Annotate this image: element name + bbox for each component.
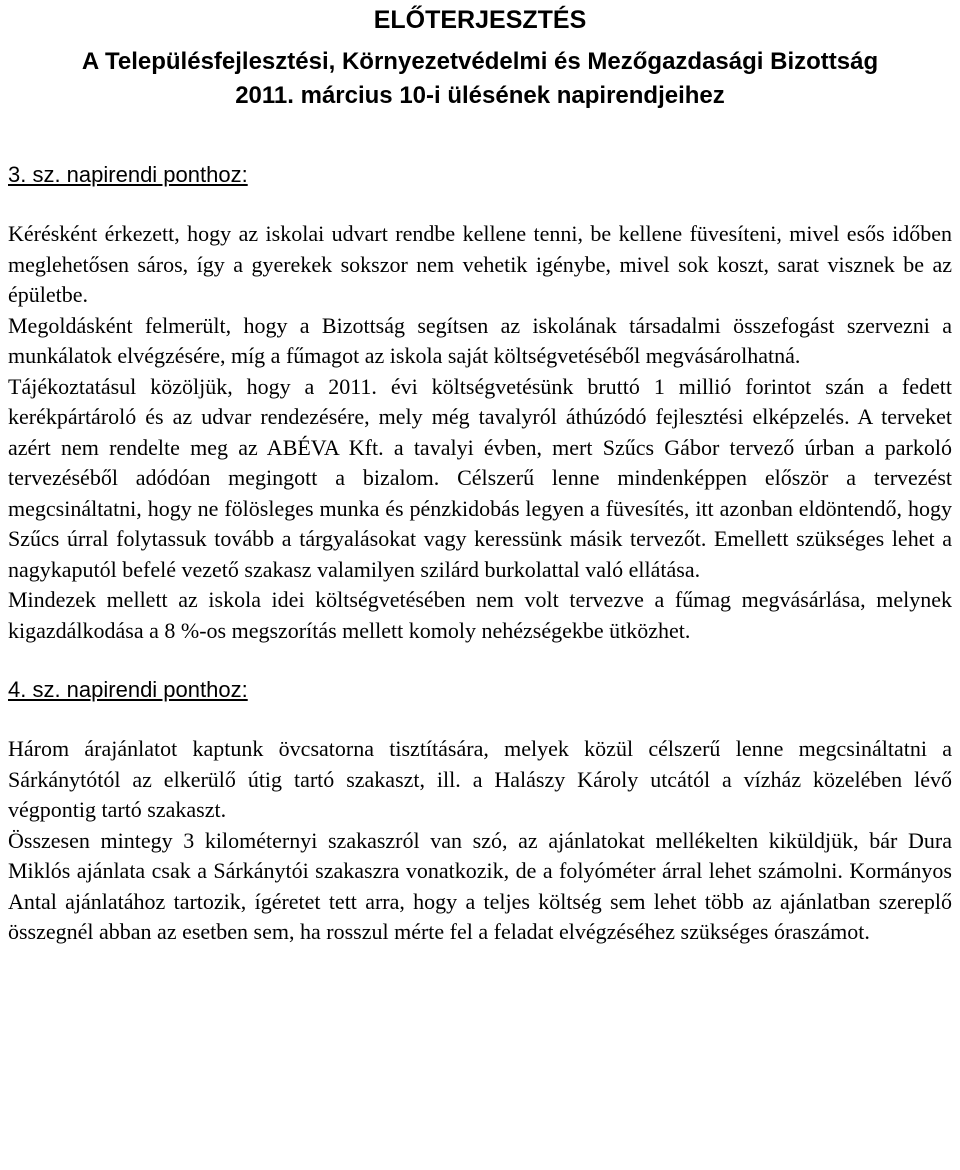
section-4-label: 4. sz. napirendi ponthoz: — [8, 677, 248, 702]
subtitle-meeting-date: 2011. március 10-i ülésének napirendjeihez — [235, 82, 725, 109]
document-page — [8, 0, 952, 948]
subtitle-committee: A Településfejlesztési, Környezetvédelmi és Mezőgazdasági Bizottság — [81, 48, 879, 75]
section-3-paragraph: Mindezek mellett az iskola idei költségvetésében nem volt tervezve a fűmag megvásárlása, melynek kigazdálkodása a 8 %-os megszorítás mellett komoly nehézségekbe ütközhet. — [8, 587, 952, 643]
section-3-body — [8, 219, 952, 646]
document-subtitle — [8, 45, 952, 113]
section-3-paragraph: Tájékoztatásul közöljük, hogy a 2011. évi költségvetésünk bruttó 1 millió forintot szán a fedett kerékpártároló és az udvar rendezésére, mely még tavalyról áthúzódó fejlesztési elképzelés. A terveket azért nem rendelte meg az ABÉVA Kft. a tavalyi évben, mert Szűcs Gábor tervező úrban a parkoló tervezéséből adódóan megingott a bizalom. Célszerű lenne mindenképpen először a tervezést megcsináltatni, hogy ne fölösleges munka és pénzkidobás legyen a füvesítés, itt azonban eldöntendő, hogy Szűcs úrral folytassuk tovább a tárgyalásokat vagy keressünk másik tervezőt. Emellett szükséges lehet a nagykaputól befelé vezető szakasz valamilyen szilárd burkolattal való ellátása. — [8, 373, 952, 582]
section-3-label: 3. sz. napirendi ponthoz: — [8, 162, 248, 187]
section-3-paragraph: Kérésként érkezett, hogy az iskolai udvart rendbe kellene tenni, be kellene füvesíteni, mivel esős időben meglehetősen sáros, így a gyerekek sokszor nem vehetik igénybe, mivel sok koszt, sarat visznek be az épületbe. — [8, 221, 952, 307]
section-4-body — [8, 734, 952, 948]
document-title: ELŐTERJESZTÉS — [373, 6, 587, 34]
section-4-paragraph: Három árajánlatot kaptunk övcsatorna tisztítására, melyek közül célszerű lenne megcsináltatni a Sárkánytótól az elkerülő útig tartó szakaszt, ill. a Halászy Károly utcától a vízház közelében lévő végpontig tartó szakaszt. — [8, 736, 952, 822]
section-4-paragraph: Összesen mintegy 3 kilométernyi szakaszról van szó, az ajánlatokat mellékelten kiküldjük, bár Dura Miklós ajánlata csak a Sárkánytói szakaszra vonatkozik, de a folyóméter árral lehet számolni. Kormányos Antal ajánlatához tartozik, ígéretet tett arra, hogy a teljes költség sem lehet több az ajánlatban szereplő összegnél abban az esetben sem, ha rosszul mérte fel a feladat elvégzéséhez szükséges óraszámot. — [8, 827, 952, 944]
section-3-paragraph: Megoldásként felmerült, hogy a Bizottság segítsen az iskolának társadalmi összefogást szervezni a munkálatok elvégzésére, míg a fűmagot az iskola saját költségvetéséből megvásárolhatná. — [8, 312, 952, 368]
